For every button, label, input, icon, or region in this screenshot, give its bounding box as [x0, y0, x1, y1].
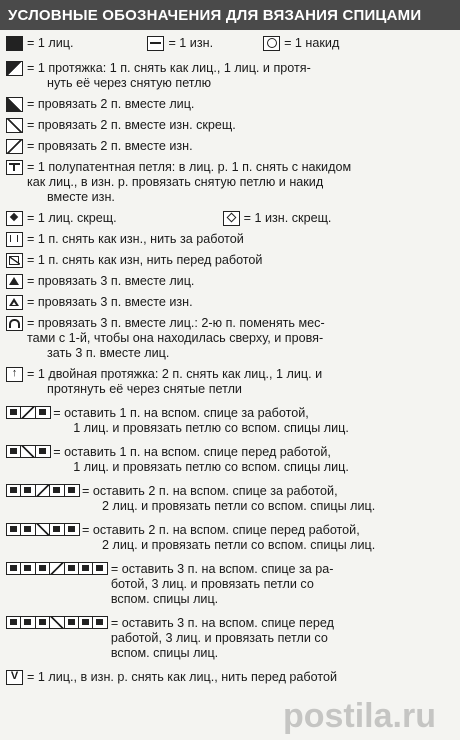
p3tog-symbol-icon: [6, 295, 23, 310]
legend-row-slip-wyif: = 1 п. снять как изн, нить перед работой: [6, 253, 454, 268]
legend-row-half-fisherman: = 1 полупатентная петля: в лиц. р. 1 п. снять с накидом как лиц., в изн. р. провязать снятую петлю и накид вместе изн.: [6, 160, 454, 205]
watermark-logo: postila.ru: [282, 697, 436, 735]
legend-row-cable-2-back: = оставить 2 п. на вспом. спице за работой, 2 лиц. и провязать петли со вспом. спицы лиц.: [6, 484, 454, 514]
legend-row-p3tog: = провязать 3 п. вместе изн.: [6, 295, 454, 310]
knit-symbol-icon: [6, 36, 23, 51]
slip-wyif-symbol-icon: [6, 253, 23, 268]
purl-symbol-icon: [147, 36, 164, 51]
cable-2-front-symbol-icon: [6, 523, 78, 536]
pass-slipped-stitch-icon: [6, 61, 23, 76]
legend-row-knit-slip: V = 1 лиц., в изн. р. снять как лиц., нить перед работой: [6, 670, 454, 685]
legend-row-k2tog: = провязать 2 п. вместе лиц.: [6, 97, 454, 112]
yarn-over-item: = 1 накид: [263, 36, 339, 51]
arrow-up-icon: ↑: [6, 367, 23, 382]
knit-tbl-item: = 1 лиц. скрещ.: [6, 211, 117, 226]
legend-row-basic: [6, 36, 454, 51]
cable-1-front-symbol-icon: [6, 445, 49, 458]
legend-row-k3tog-crossed: = провязать 3 п. вместе лиц.: 2-ю п. поменять мес- тами с 1-й, чтобы она находилась сверху, и провя- зать 3 п. вместе лиц.: [6, 316, 454, 361]
legend-row-double-pass: ↑ = 1 двойная протяжка: 2 п. снять как лиц., 1 лиц. и протянуть её через снятые петли: [6, 367, 454, 397]
legend-row-pass: = 1 протяжка: 1 п. снять как лиц., 1 лиц. и протя- нуть её через снятую петлю: [6, 61, 454, 91]
cable-2-back-symbol-icon: [6, 484, 78, 497]
legend-row-cable-3-back: = оставить 3 п. на вспом. спице за ра- ботой, 3 лиц. и провязать петли со вспом. спицы лиц.: [6, 562, 454, 607]
legend-row-cable-2-front: = оставить 2 п. на вспом. спице перед работой, 2 лиц. и провязать петли со вспом. спицы лиц.: [6, 523, 454, 553]
legend-row-p2tog-tbl: = провязать 2 п. вместе изн. скрещ.: [6, 118, 454, 133]
slip-wyib-symbol-icon: [6, 232, 23, 247]
cable-3-front-symbol-icon: [6, 616, 107, 629]
legend-row-cable-1-back: = оставить 1 п. на вспом. спице за работой, 1 лиц. и провязать петлю со вспом. спицы лиц.: [6, 406, 454, 436]
legend: [0, 30, 460, 685]
knit-item: = 1 лиц.: [6, 36, 73, 51]
knit-tbl-symbol-icon: [6, 211, 23, 226]
cable-3-back-symbol-icon: [6, 562, 107, 575]
p2tog-tbl-symbol-icon: [6, 118, 23, 133]
purl-item: = 1 изн.: [147, 36, 213, 51]
legend-row-k3tog: = провязать 3 п. вместе лиц.: [6, 274, 454, 289]
yarn-over-symbol-icon: [263, 36, 280, 51]
cable-1-back-symbol-icon: [6, 406, 49, 419]
p2tog-symbol-icon: [6, 139, 23, 154]
half-fisherman-symbol-icon: [6, 160, 23, 175]
legend-row-p2tog: = провязать 2 п. вместе изн.: [6, 139, 454, 154]
k3tog-symbol-icon: [6, 274, 23, 289]
check-v-symbol-icon: V: [6, 670, 23, 685]
k3tog-crossed-symbol-icon: [6, 316, 23, 331]
legend-row-cable-3-front: = оставить 3 п. на вспом. спице перед работой, 3 лиц. и провязать петли со вспом. спицы лиц.: [6, 616, 454, 661]
k2tog-symbol-icon: [6, 97, 23, 112]
legend-row-twisted: [6, 211, 454, 226]
purl-tbl-symbol-icon: [223, 211, 240, 226]
page-title: УСЛОВНЫЕ ОБОЗНАЧЕНИЯ ДЛЯ ВЯЗАНИЯ СПИЦАМИ: [0, 0, 460, 30]
purl-tbl-item: = 1 изн. скрещ.: [223, 211, 332, 226]
legend-row-cable-1-front: = оставить 1 п. на вспом. спице перед работой, 1 лиц. и провязать петлю со вспом. спицы лиц.: [6, 445, 454, 475]
legend-row-slip-wyib: = 1 п. снять как изн., нить за работой: [6, 232, 454, 247]
